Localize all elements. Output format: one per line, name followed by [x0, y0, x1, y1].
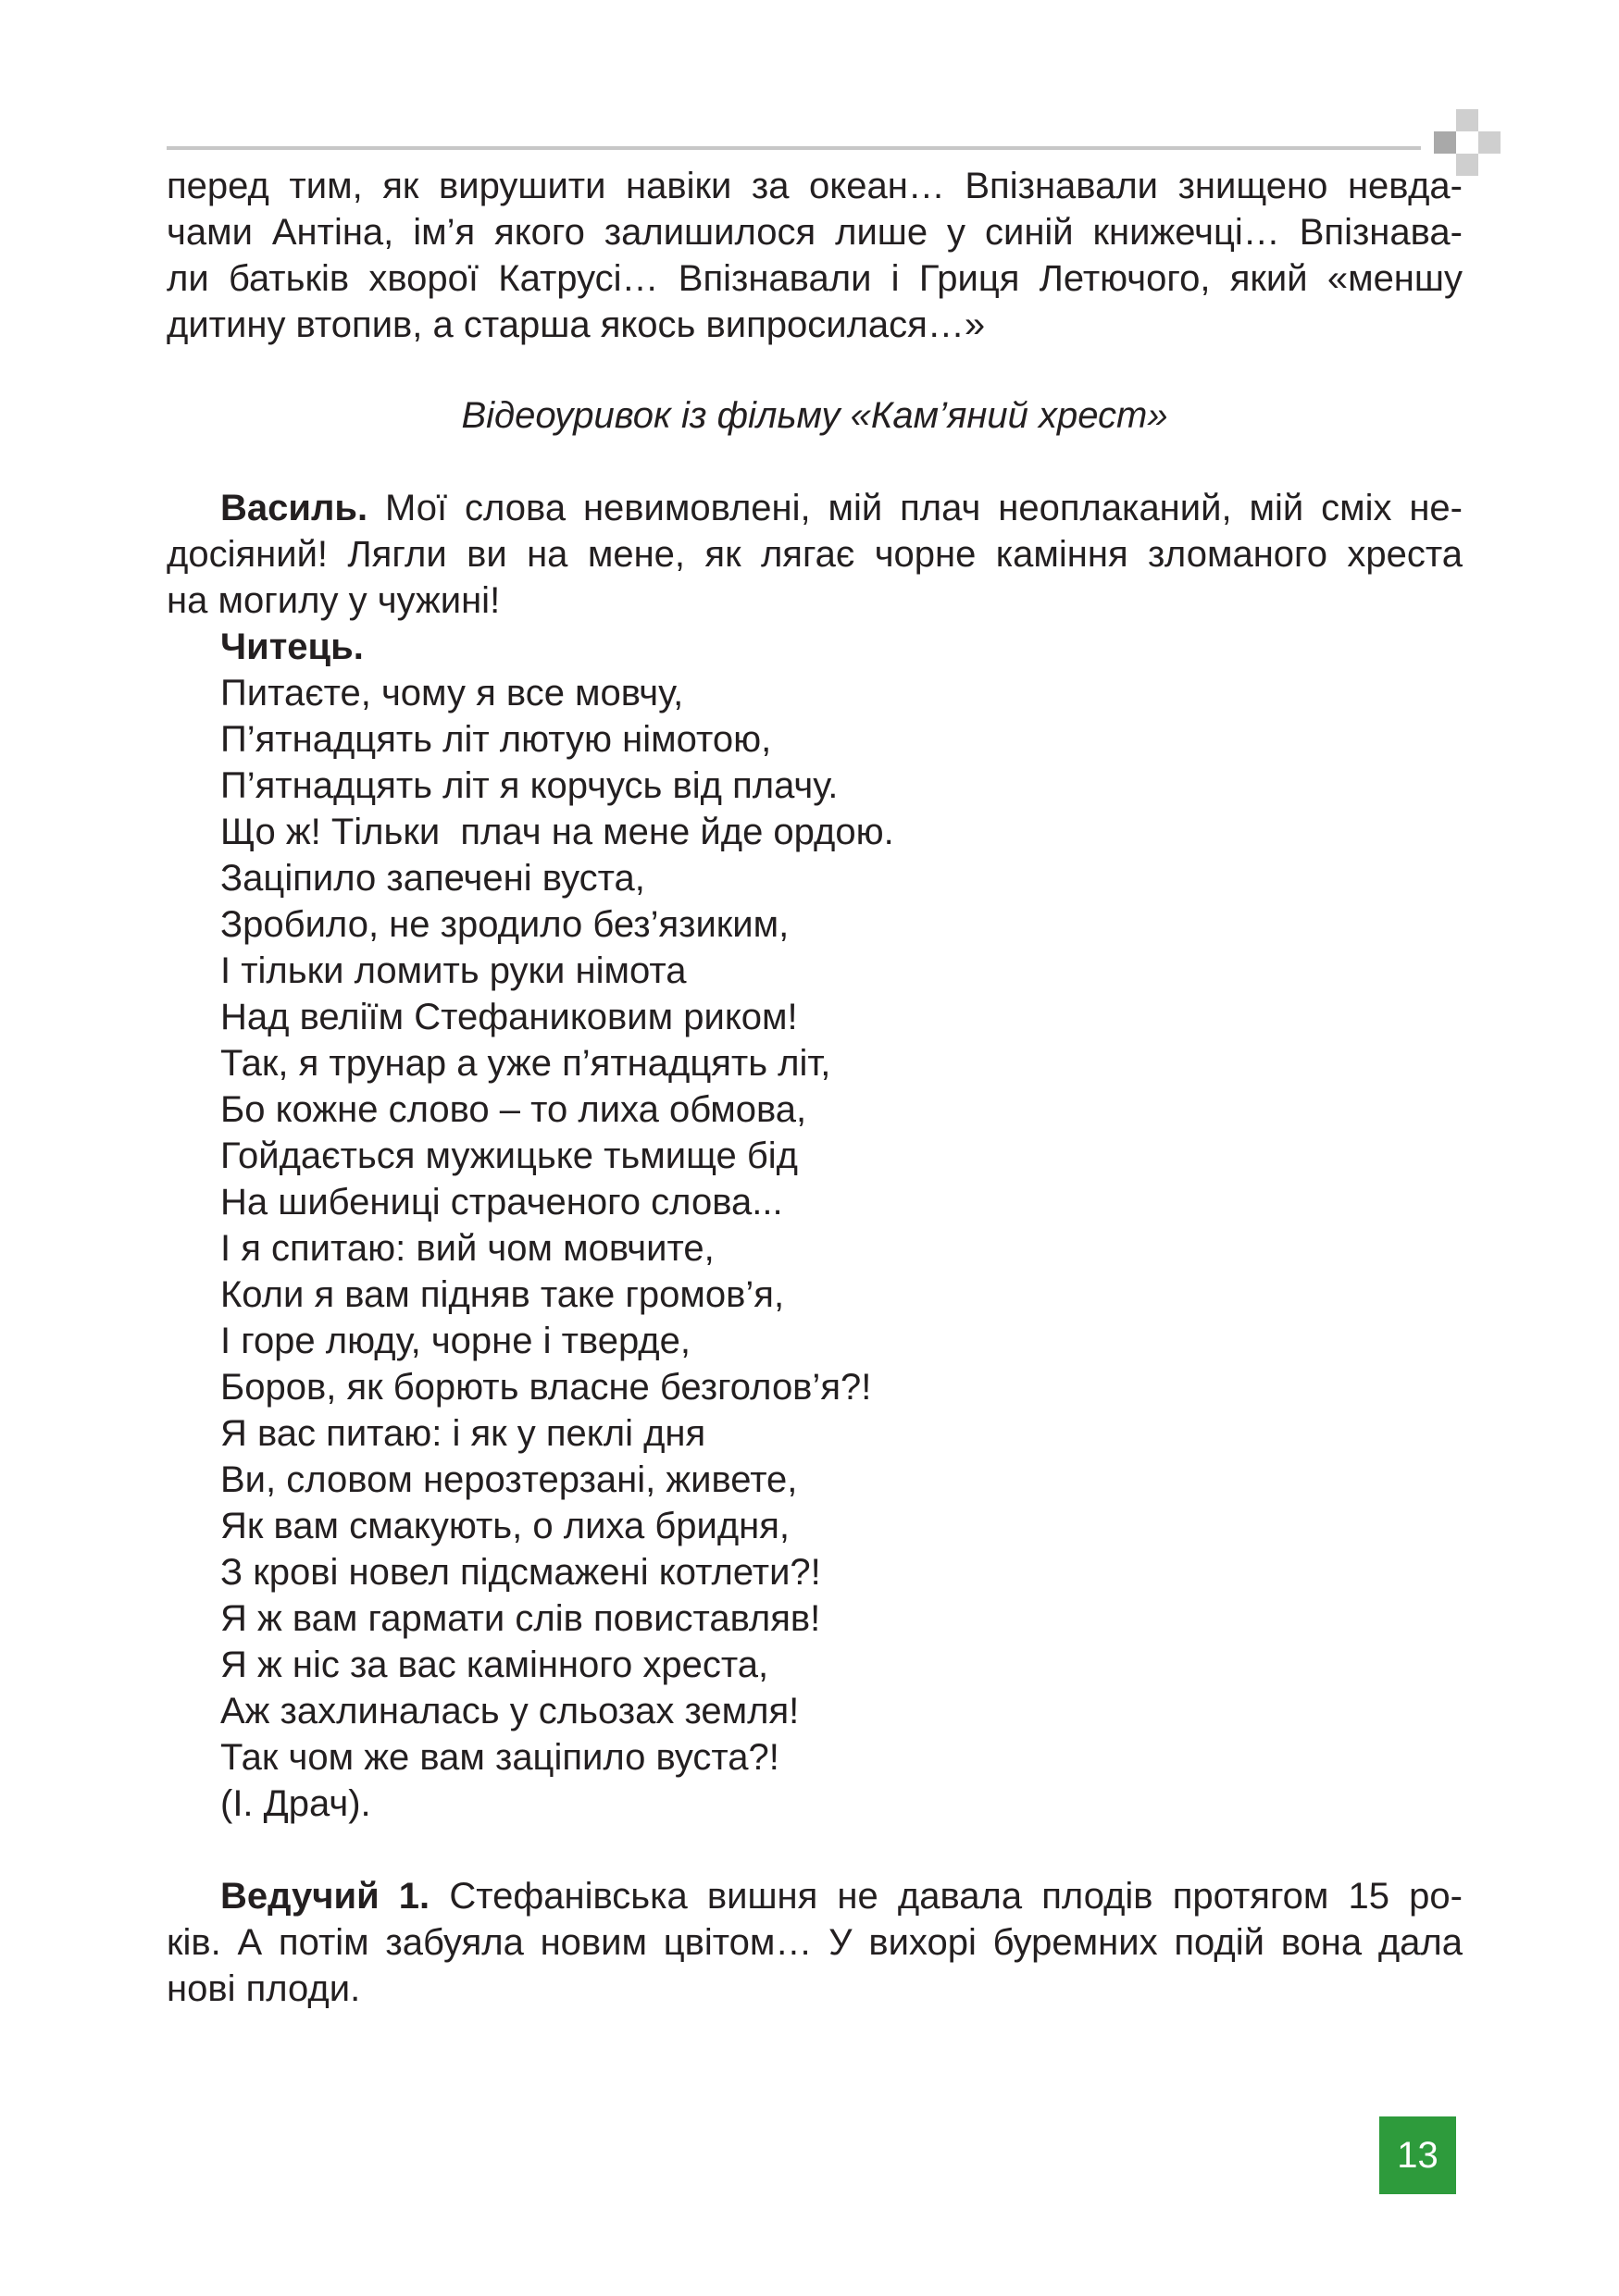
text-line: на могилу у чужині!	[167, 580, 501, 621]
poem-line: Зробило, не зродило без’язиким,	[220, 904, 790, 945]
poem-line: Я вас питаю: і як у пеклі дня	[220, 1413, 706, 1454]
host1-paragraph	[167, 1873, 1463, 2012]
vasyl-paragraph	[167, 485, 1463, 624]
text-line: дитину втопив, а старша якось випросилася…»	[167, 304, 986, 345]
poem-attribution: (І. Драч).	[220, 1783, 371, 1824]
poem-line: Гойдається мужицьке тьмище бід	[220, 1136, 799, 1176]
header-rule	[167, 146, 1421, 150]
poem-line: Ви, словом нерозтерзані, живете,	[220, 1459, 798, 1500]
text-line: чами Антіна, ім’я якого залишилося лише у синій книжечці… Впізнава-	[167, 212, 1463, 253]
poem-line: З крові новел підсмажені котлети?!	[220, 1552, 821, 1593]
speech-text: Мої слова невимовлені, мій плач неоплаканий, мій сміх не-	[367, 488, 1463, 528]
page-number: 13	[1379, 2116, 1456, 2194]
poem-line: Заціпило запечені вуста,	[220, 858, 645, 899]
poem	[167, 670, 1463, 1827]
text-line	[167, 485, 1463, 531]
speaker-name: Ведучий 1.	[220, 1876, 430, 1917]
reader-block	[167, 624, 1463, 1827]
video-caption: Відеоуривок із фільму «Кам’яний хрест»	[461, 395, 1168, 436]
poem-line: Як вам смакують, о лиха бридня,	[220, 1506, 791, 1546]
poem-line: Що ж! Тільки плач на мене йде ордою.	[220, 812, 894, 852]
text-line: нові плоди.	[167, 1968, 361, 2009]
poem-line: І тільки ломить руки німота	[220, 950, 687, 991]
page-body	[167, 163, 1463, 2012]
text-line: ли батьків хворої Катрусі… Впізнавали і Гриця Летючого, який «меншу	[167, 258, 1463, 299]
text-line: ків. А потім забуяла новим цвітом… У вихорі буремних подій вона дала	[167, 1922, 1463, 1963]
speaker-name: Читець.	[220, 627, 364, 667]
poem-line: Питаєте, чому я все мовчу,	[220, 673, 684, 714]
poem-line: Я ж вам гармати слів повиставляв!	[220, 1598, 821, 1639]
poem-line: Коли я вам підняв таке громов’я,	[220, 1274, 785, 1315]
speaker-name: Василь.	[220, 488, 368, 528]
poem-line: Бо кожне слово – то лиха обмова,	[220, 1089, 807, 1130]
poem-line: І горе люду, чорне і тверде,	[220, 1321, 691, 1361]
text-line: перед тим, як вирушити навіки за океан… Впізнавали знищено невда-	[167, 166, 1463, 206]
text-line	[167, 1873, 1463, 1919]
speech-text: Стефанівська вишня не давала плодів протягом 15 ро-	[430, 1876, 1463, 1917]
poem-line: П’ятнадцять літ я корчусь від плачу.	[220, 765, 839, 806]
poem-line: Боров, як борють власне безголов’я?!	[220, 1367, 872, 1408]
poem-line: Я ж ніс за вас камінного хреста,	[220, 1644, 769, 1685]
text-line: досіяний! Лягли ви на мене, як лягає чорне каміння зломаного хреста	[167, 534, 1463, 575]
poem-line: І я спитаю: вий чом мовчите,	[220, 1228, 715, 1269]
poem-line: П’ятнадцять літ лютую німотою,	[220, 719, 772, 760]
poem-line: Так, я трунар а уже п’ятнадцять літ,	[220, 1043, 831, 1084]
poem-line: Так чом же вам заціпило вуста?!	[220, 1737, 779, 1778]
poem-line: Над веліїм Стефаниковим риком!	[220, 997, 798, 1037]
intro-paragraph	[167, 163, 1463, 348]
poem-line: На шибениці страченого слова...	[220, 1182, 783, 1222]
poem-line: Аж захлиналась у сльозах земля!	[220, 1691, 800, 1731]
